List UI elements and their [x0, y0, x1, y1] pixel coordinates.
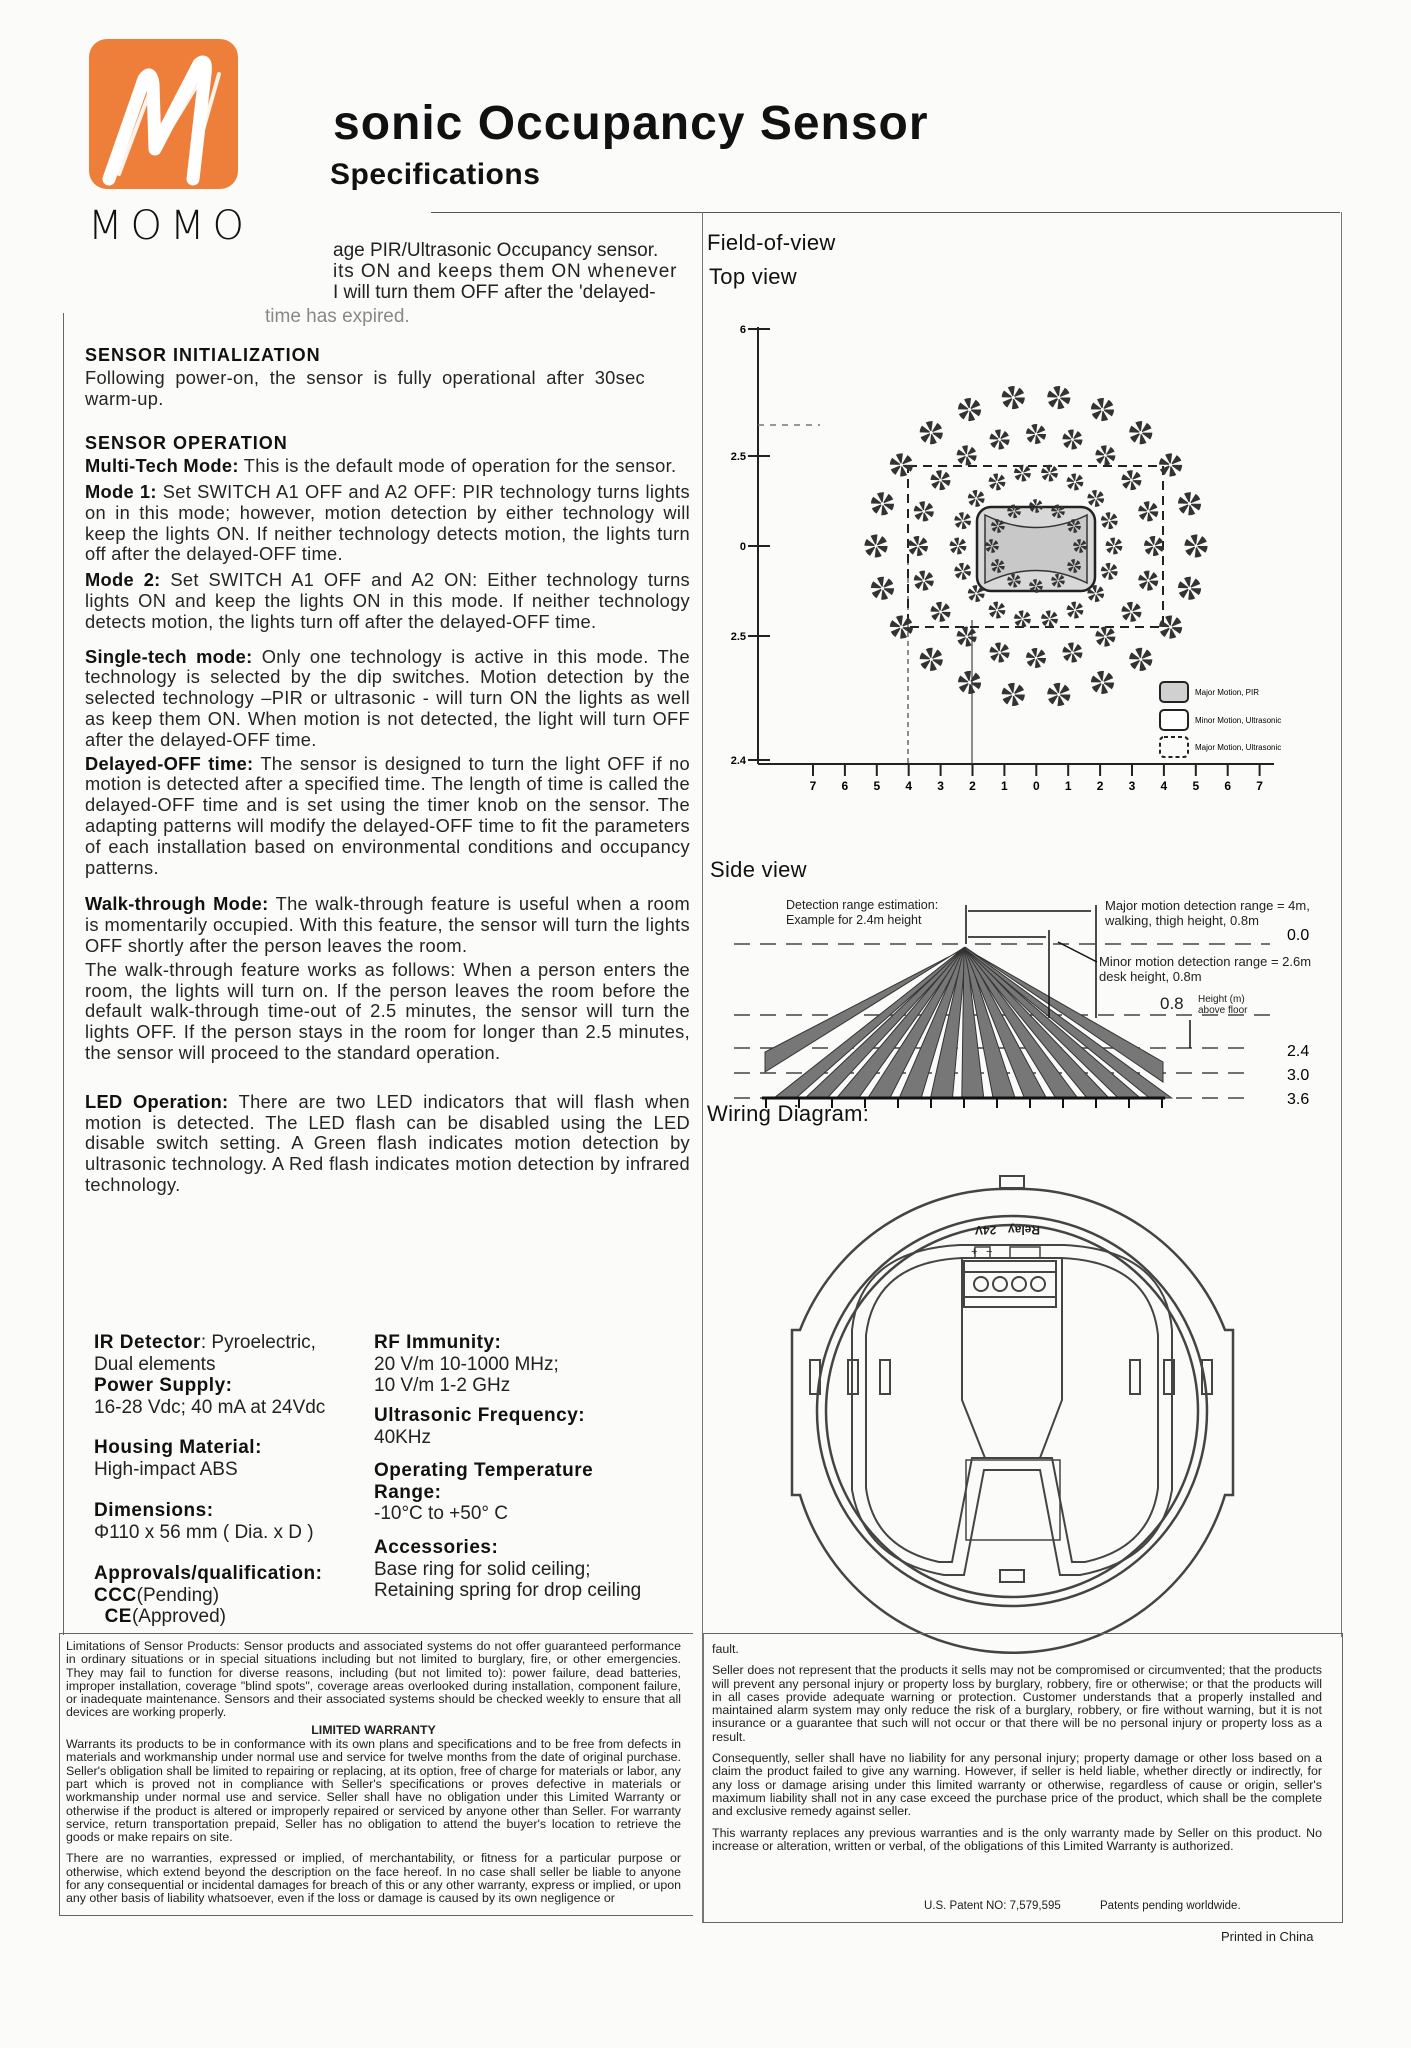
patents-pending: Patents pending worldwide. — [1100, 1900, 1241, 1912]
delayed-off-text: The sensor is designed to turn the light OFF if no motion is detected after a specified time. The length of time is called the delayed-OFF time and is set using the timer knob on the sensor. The adapting patterns will modify the delayed-OFF time to fit the parameters of each installation based on environmental conditions and occupancy patterns. — [85, 752, 690, 878]
left-column-border — [63, 313, 64, 1635]
spec-label: Accessories: — [374, 1537, 499, 1558]
spec-ultrasonic-frequency — [374, 1405, 585, 1448]
minor-range-line: Minor motion detection range = 2.6m — [1099, 954, 1312, 969]
detection-lobe-icon — [1091, 589, 1101, 599]
detection-lobe-icon — [1052, 391, 1065, 404]
patent-number: U.S. Patent NO: 7,579,595 — [924, 1900, 1061, 1912]
detection-lobe-icon — [963, 403, 976, 416]
level-label: 3.0 — [1287, 1067, 1310, 1084]
x-tick-label: 1 — [1064, 779, 1072, 793]
spec-value: (Pending) — [136, 1584, 220, 1606]
detection-lobe-icon — [1109, 541, 1119, 551]
spec-value: Base ring for solid ceiling; — [374, 1558, 591, 1580]
led-text: There are two LED indicators that will flash when motion is detected. The LED flash can be disabled using the LED disable switch setting. A Green flash indicates motion detection by ultrasonic technology. A Red flash indicates motion detection by infrared technology. — [85, 1090, 690, 1195]
spec-label: Dimensions: — [94, 1500, 214, 1521]
detection-lobe-icon — [1189, 539, 1202, 552]
height-label-line: above floor — [1198, 1005, 1248, 1016]
mode1-paragraph — [85, 482, 690, 565]
detection-lobe-icon — [869, 539, 882, 552]
label-plus: + — [971, 1246, 978, 1258]
detection-lobe-icon — [992, 605, 1002, 615]
operation-sections — [85, 345, 690, 1196]
terminal-block — [964, 1247, 1056, 1307]
spec-ir-detector — [94, 1332, 325, 1418]
x-tick-label: 2 — [1096, 779, 1104, 793]
estimation-line: Detection range estimation: — [786, 898, 939, 912]
intro-line: age PIR/Ultrasonic Occupancy sensor. — [333, 240, 659, 261]
detection-lobe-icon — [958, 516, 968, 526]
detection-lobe-icon — [1030, 428, 1041, 439]
led-paragraph — [85, 1092, 690, 1196]
legend-label: Major Motion, Ultrasonic — [1195, 743, 1282, 752]
y-tick-label: 6 — [739, 324, 746, 336]
detection-lobe-icon — [1070, 477, 1080, 487]
spec-value: CCC — [94, 1584, 137, 1606]
detection-lobe-icon — [1007, 688, 1020, 701]
detection-lobe-icon — [918, 575, 929, 586]
detection-lobe-icon — [1183, 582, 1196, 595]
page-title: sonic Occupancy Sensor — [333, 97, 929, 150]
x-tick-label: 4 — [1160, 779, 1168, 793]
limitations-text: Limitations of Sensor Products: Sensor products and associated systems do not offer guaranteed performance in ordinary situations or in special situations including but not limited to burglary, fire, or other emergencies. They may fail to function for diverse reasons, including (but not limited to): power failure, dead batteries, improper installation, coverage "blind spots", coverage areas overlooked during installation, component failure, or inadequate maintenance. Sensors and their associated systems should be checked weekly to ensure that all devices are working properly. — [66, 1639, 681, 1720]
m-logo-icon — [89, 39, 238, 189]
spec-label: IR Detector — [94, 1332, 201, 1353]
mode2-text: Set SWITCH A1 OFF and A2 ON: Either technology turns lights ON and keep the lights ON in this mode. If neither technology detects motion, the lights turn off after the delayed-OFF time. — [85, 569, 690, 632]
spec-rf-immunity — [374, 1332, 559, 1397]
y-tick-label: 2.4 — [730, 755, 746, 767]
single-tech-paragraph — [85, 647, 690, 751]
intro-line: I will turn them OFF after the 'delayed- — [333, 282, 656, 303]
detection-lobe-icon — [1148, 540, 1159, 551]
x-tick-label: 4 — [905, 779, 913, 793]
sensor-operation-heading: SENSOR OPERATION — [85, 433, 288, 454]
field-of-view-title: Field-of-view — [707, 230, 836, 255]
momo-logo — [89, 39, 238, 189]
x-tick-label: 7 — [809, 779, 817, 793]
detection-lobe-icon — [1100, 450, 1111, 461]
detection-lobe-icon — [925, 653, 938, 666]
detection-lobe-icon — [971, 589, 981, 599]
spec-approvals — [94, 1563, 322, 1628]
detection-lobe-icon — [895, 620, 908, 633]
wiring-diagram-title: Wiring Diagram: — [707, 1101, 870, 1126]
mode1-label: Mode 1: — [85, 480, 157, 502]
level-label: 2.4 — [1287, 1043, 1310, 1060]
detection-lobe-icon — [961, 450, 972, 461]
x-tick-label: 6 — [841, 779, 849, 793]
spec-label: Power Supply: — [94, 1375, 233, 1396]
legal-left-text — [66, 1640, 681, 1914]
legend-swatch — [1160, 737, 1188, 757]
estimation-line: Example for 2.4m height — [786, 913, 922, 927]
walk-through-text: The walk-through feature is useful when a room is momentarily occupied. With this feature, the sensor will turn the lights OFF shortly after the person leaves the room. — [85, 893, 690, 956]
mode2-paragraph — [85, 570, 690, 632]
multi-tech-text: This is the default mode of operation for the sensor. — [238, 455, 677, 477]
spec-operating-temperature — [374, 1460, 593, 1525]
warranty-text: Warrants its products to be in conformance with its own plans and specifications and to be free from defects in materials and workmanship under normal use and service for twelve months from the date of original purchase. Seller's obligation shall be limited to repairing or replacing, at its option, free of charge for materials or labor, any part which is proved not in compliance with Seller's specifications or proves defective in materials or workmanship under normal use and service. Seller shall have no obligation under this Limited Warranty or otherwise if the product is altered or improperly repaired or serviced by anyone other than Seller. For warranty service, return transportation prepaid, Seller has no obligation to attend the buyer's location to retrieve the goods or make repairs on site. — [66, 1737, 681, 1845]
x-tick-label: 7 — [1256, 779, 1263, 793]
detection-lobe-icon — [1091, 494, 1101, 504]
multi-tech-paragraph — [85, 456, 690, 477]
sensor-init-heading: SENSOR INITIALIZATION — [85, 345, 321, 365]
page-subtitle: Specifications — [330, 158, 541, 191]
detection-lobe-icon — [925, 426, 938, 439]
spec-value: : Pyroelectric, — [200, 1332, 316, 1353]
x-tick-label: 5 — [1192, 779, 1200, 793]
single-tech-label: Single-tech mode: — [85, 645, 253, 667]
spec-label: RF Immunity: — [374, 1332, 502, 1353]
spec-accessories — [374, 1537, 641, 1602]
major-range-label — [1105, 898, 1310, 928]
detection-lobe-icon — [1126, 474, 1137, 485]
x-tick-label: 5 — [873, 779, 881, 793]
detection-lobe-icon — [918, 506, 929, 517]
detection-lobe-icon — [935, 474, 946, 485]
detection-lobe-icon — [953, 541, 963, 551]
led-label: LED Operation: — [85, 1090, 229, 1112]
detection-lobe-icon — [1143, 506, 1154, 517]
major-range-line: Major motion detection range = 4m, — [1105, 898, 1310, 913]
walk-through-label: Walk-through Mode: — [85, 893, 269, 915]
detection-lobe-icon — [935, 606, 946, 617]
single-tech-text: Only one technology is active in this mode. The technology is selected by the dip switches. Motion detection by the selected technology –PIR or ultrasonic - will turn ON the lights as well as keep them ON. When motion is not detected, the light will turn OFF after the delayed-OFF time. — [85, 645, 690, 750]
detection-lobe-icon — [961, 631, 972, 642]
spec-value: 16-28 Vdc; 40 mA at 24Vdc — [94, 1396, 326, 1418]
sensor-init-text: Following power-on, the sensor is fully operational after 30sec warm-up. — [85, 366, 645, 409]
walk-through-details: The walk-through feature works as follows: When a person enters the room, the lights will turn on. If the person leaves the room before the default walk-through time-out of 2.5 minutes, the sensor will turn the lights OFF. If the person stays in the room for longer than 2.5 minutes, the sensor will proceed to the standard operation. — [85, 958, 690, 1063]
detection-lobe-icon — [963, 676, 976, 689]
detection-lobe-icon — [876, 582, 889, 595]
side-view-title: Side view — [710, 857, 807, 882]
delayed-off-paragraph — [85, 754, 690, 879]
legend-label: Major Motion, PIR — [1195, 688, 1260, 697]
detection-lobe-icon — [876, 497, 889, 510]
detection-lobe-icon — [1018, 614, 1028, 624]
spec-value: Dual elements — [94, 1353, 216, 1375]
mode1-text: Set SWITCH A1 OFF and A2 OFF: PIR technology turns lights on in this mode; however, motion detection by either technology will keep the lights ON. If neither technology detects motion, the lights turn off after the delayed-OFF time. — [85, 480, 690, 565]
spec-value: 20 V/m 10-1000 MHz; — [374, 1353, 559, 1375]
detection-lobe-icon — [1164, 458, 1177, 471]
detection-lobe-icon — [1126, 606, 1137, 617]
spec-value: CE — [104, 1606, 132, 1627]
label-relay: Relay — [1008, 1223, 1041, 1237]
seller-represent-text: Seller does not represent that the products it sells may not be compromised or circumvented; that the products will prevent any personal injury or property loss by burglary, robbery, fire or otherwise; or that the products will in all cases provide adequate warning or protection. Customer understands that a properly installed and maintained alarm system may only reduce the risk of a burglary, robbery, or fire without warning, but it is not insurance or a guarantee that such will not occur or that there will be no personal injury or property loss as a result. — [712, 1663, 1322, 1744]
detection-lobe-icon — [912, 540, 923, 551]
spec-value: Retaining spring for drop ceiling — [374, 1580, 642, 1601]
detection-lobe-icon — [1096, 403, 1109, 416]
detection-lobe-icon — [1030, 652, 1041, 663]
detection-lobe-icon — [1134, 653, 1147, 666]
detection-lobe-icon — [1100, 631, 1111, 642]
detection-lobe-icon — [1067, 647, 1078, 658]
spec-value: High-impact ABS — [94, 1458, 238, 1480]
detection-lobe-icon — [1052, 688, 1065, 701]
major-range-line: walking, thigh height, 0.8m — [1105, 913, 1259, 928]
detection-lobe-icon — [1183, 497, 1196, 510]
y-tick-label: 2.5 — [730, 631, 746, 643]
detection-lobe-icon — [1143, 575, 1154, 586]
spec-value: Φ110 x 56 mm ( Dia. x D ) — [94, 1521, 314, 1543]
detection-lobe-icon — [1045, 614, 1055, 624]
detection-lobe-icon — [1104, 567, 1114, 577]
detection-lobe-icon — [1096, 676, 1109, 689]
legal-right-text — [712, 1643, 1322, 1861]
spec-label: Approvals/qualification: — [94, 1563, 323, 1584]
spec-label: Range: — [374, 1481, 442, 1503]
legend-swatch — [1160, 682, 1188, 702]
consequently-text: Consequently, seller shall have no liability for any personal injury; property damage or other loss based on a claim the product failed to give any warning. However, if seller is held liable, whether directly or indirectly, for any loss or damage arising under this limited warranty or otherwise, regardless of cause or origin, seller's maximum liability shall not in any case exceed the purchase price of the product, which shall be the complete and exclusive remedy against seller. — [712, 1751, 1322, 1819]
detection-lobe-icon — [1070, 605, 1080, 615]
spec-label: Housing Material: — [94, 1437, 262, 1458]
x-tick-label: 0 — [1032, 779, 1040, 793]
height-label — [1198, 994, 1247, 1016]
detection-lobe-icon — [1018, 468, 1028, 478]
printed-in-china: Printed in China — [1221, 1929, 1314, 1944]
spec-value: (Approved) — [131, 1606, 226, 1627]
intro-line-clipped: time has expired. — [265, 306, 410, 327]
spec-value: 40KHz — [374, 1426, 432, 1448]
detection-lobe-icon — [992, 477, 1002, 487]
x-tick-label: 2 — [969, 779, 976, 793]
detection-estimation-label — [786, 898, 938, 928]
detection-lobe-icon — [895, 458, 908, 471]
spec-housing — [94, 1437, 262, 1480]
spec-label: Operating Temperature — [374, 1460, 594, 1481]
detection-lobe-icon — [994, 434, 1005, 445]
detection-lobe-icon — [1007, 391, 1020, 404]
x-tick-label: 1 — [1001, 779, 1008, 793]
minor-range-line: desk height, 0.8m — [1099, 969, 1202, 984]
height-value: 0.8 — [1160, 994, 1184, 1013]
brand-name: MOMO — [88, 203, 252, 249]
warranty-heading: LIMITED WARRANTY — [311, 1722, 436, 1737]
x-tick-label: 3 — [1128, 779, 1136, 793]
walk-through-paragraph — [85, 894, 690, 956]
spec-dimensions — [94, 1500, 314, 1543]
fault-text: fault. — [712, 1642, 739, 1656]
intro-line: its ON and keeps them ON whenever — [333, 261, 678, 282]
minor-pointer-line — [1058, 942, 1097, 962]
y-tick-label: 2.5 — [730, 451, 746, 463]
detection-lobe-icon — [1067, 434, 1078, 445]
detection-lobe-icon — [1164, 620, 1177, 633]
spec-value: 10 V/m 1-2 GHz — [374, 1375, 511, 1396]
detection-lobe-icon — [1104, 516, 1114, 526]
multi-tech-label: Multi-Tech Mode: — [85, 455, 239, 477]
detection-lobe-icon — [1045, 468, 1055, 478]
legend-swatch — [1160, 710, 1188, 730]
replaces-text: This warranty replaces any previous warranties and is the only warranty made by Seller on this product. No increase or alteration, written or verbal, of the obligations of this Limited Warranty is authorized. — [712, 1825, 1322, 1853]
top-view-diagram — [702, 300, 1340, 800]
top-view-title: Top view — [709, 264, 797, 289]
y-tick-label: 0 — [739, 541, 746, 553]
minor-range-label — [1099, 954, 1311, 984]
label-24v: 24V — [975, 1223, 997, 1237]
label-minus: − — [986, 1246, 993, 1258]
level-label: 3.6 — [1287, 1091, 1310, 1108]
spec-value: -10°C to +50° C — [374, 1503, 509, 1524]
x-tick-label: 3 — [937, 779, 944, 793]
mode2-label: Mode 2: — [85, 569, 161, 591]
x-tick-label: 6 — [1224, 779, 1232, 793]
legend-label: Minor Motion, Ultrasonic — [1195, 716, 1282, 725]
delayed-off-label: Delayed-OFF time: — [85, 752, 254, 774]
detection-lobe-icon — [994, 647, 1005, 658]
inner-channel — [852, 1245, 1172, 1575]
level-label: 0.0 — [1287, 927, 1310, 944]
no-warranties-text: There are no warranties, expressed or implied, of merchantability, or fitness for a particular purpose or otherwise, which extend beyond the description on the face hereof. In no case shall seller be liable to anyone for any consequential or incidental damages for breach of this or any other warranty, express or implied, or upon any other basis of liability whatsoever, even if the loss or damage is caused by its own negligence or — [66, 1851, 681, 1906]
detection-lobe-icon — [958, 567, 968, 577]
detection-lobe-icon — [971, 494, 981, 504]
spec-label: Ultrasonic Frequency: — [374, 1405, 586, 1426]
detection-lobe-icon — [1134, 426, 1147, 439]
height-label-line: Height (m) — [1198, 994, 1245, 1005]
intro-text — [333, 240, 690, 303]
